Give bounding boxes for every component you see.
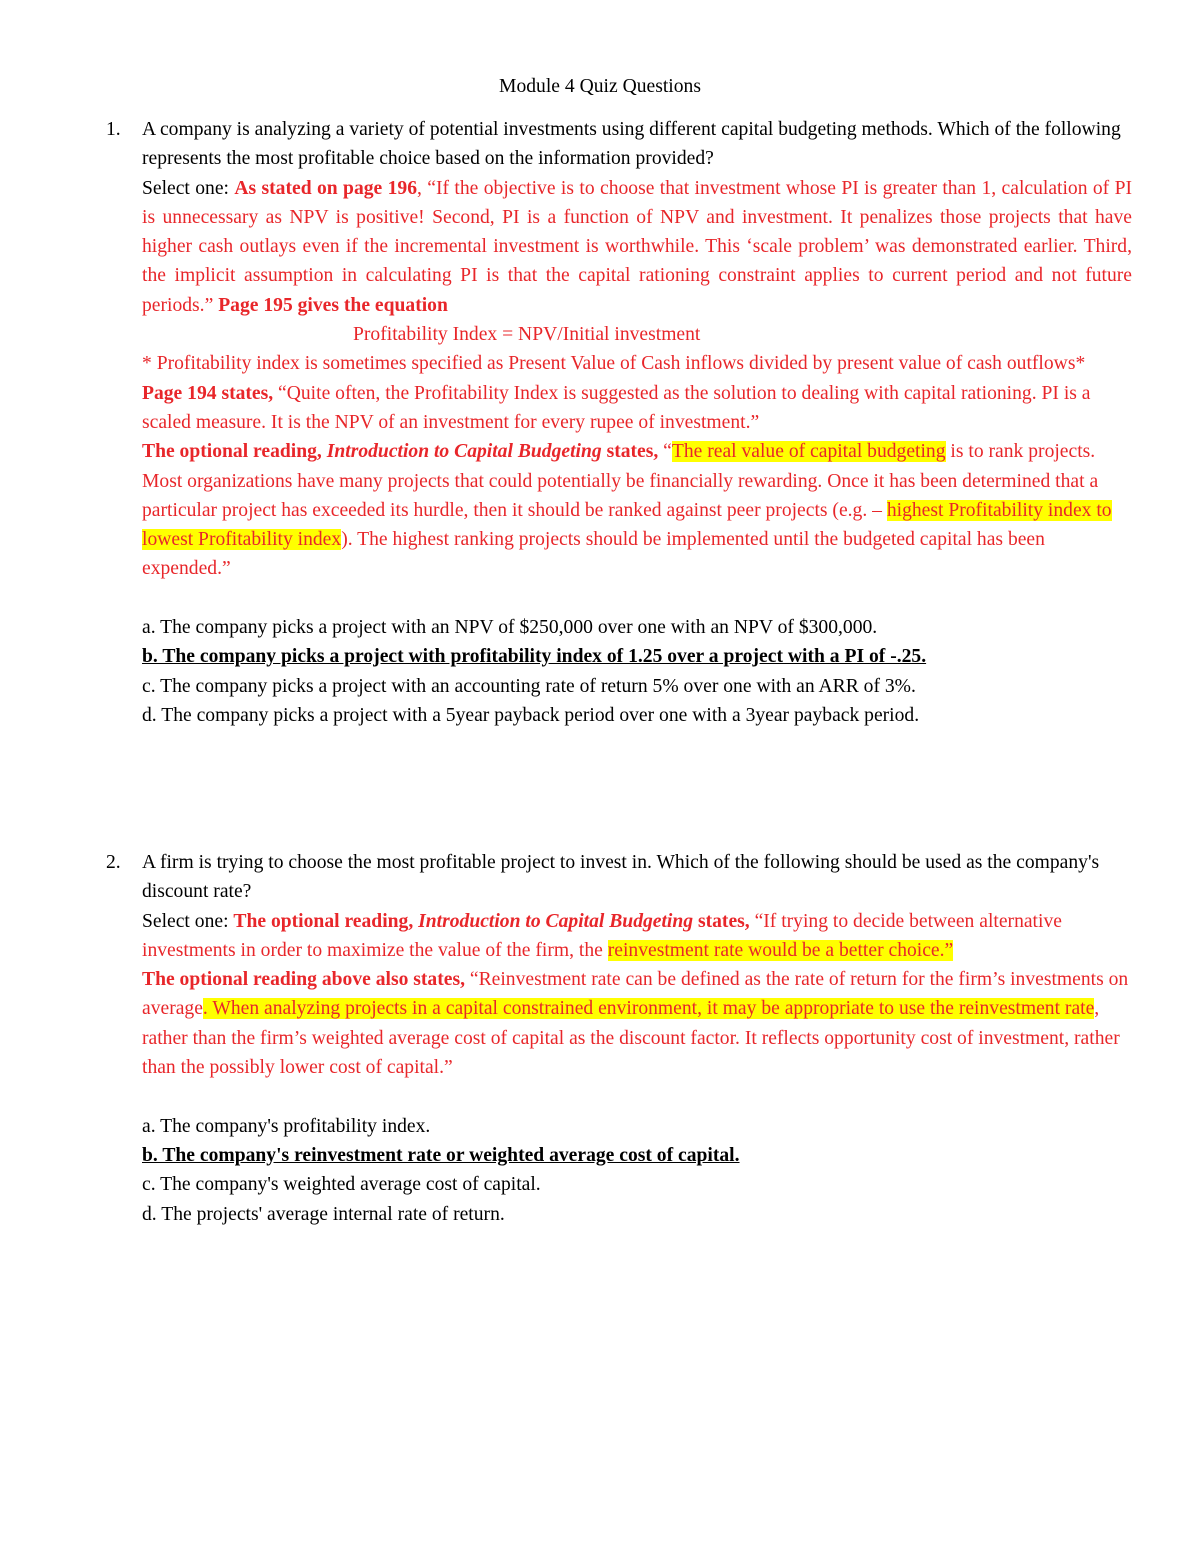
quote-text: is to rank projects. Most organizations have many projects that could potentially be financially rewarding. Once it has been determined that a particular project has exceeded its hurdle, then it should be ranked against peer projects (e.g. – <box>142 441 1099 521</box>
quote-text: “Quite often, the Profitability Index is suggested as the solution to dealing with capital rationing. PI is a scaled measure. It is the NPV of an investment for every rupee of investment.” <box>142 382 1091 433</box>
reading-reference: states, <box>693 910 750 932</box>
explanation-text <box>142 911 1062 961</box>
page-reference: Page 195 gives the equation <box>218 294 448 316</box>
answer-option-c: c. The company's weighted average cost of capital. <box>142 1174 541 1196</box>
explanation-block <box>142 379 1132 438</box>
explanation-text <box>142 178 1132 316</box>
highlighted-text: highest Profitability index to lowest Profitability index <box>142 499 1112 551</box>
blank-line <box>142 1082 1132 1111</box>
reading-title: Introduction to Capital Budgeting <box>326 441 602 463</box>
highlighted-text: . When analyzing projects in a capital constrained environment, it may be appropriate to use the reinvestment rate <box>202 998 1095 1020</box>
highlighted-text: reinvestment rate would be a better choice.” <box>607 939 954 961</box>
page-reference: Page 194 states, <box>142 382 274 404</box>
quote-text: “Reinvestment rate can be defined as the rate of return for the firm’s investments on average <box>142 969 1129 1020</box>
explanation-block <box>142 965 1132 1082</box>
answer-option-d: d. The company picks a project with a 5year payback period over one with a 3year payback period. <box>142 704 920 726</box>
reading-title: Introduction to Capital Budgeting <box>418 910 694 932</box>
answer-option-c: c. The company picks a project with an accounting rate of return 5% over one with an ARR of 3%. <box>142 675 916 697</box>
quote-text: , rather than the firm’s weighted average cost of capital as the discount factor. It reflects opportunity cost of investment, rather than the possibly lower cost of capital.” <box>142 998 1120 1079</box>
note-text: * Profitability index is sometimes specified as Present Value of Cash inflows divided by present value of cash outflows* <box>142 353 1086 375</box>
question-number: 2. <box>106 852 121 873</box>
quote-text: “If trying to decide between alternative investments in order to maximize the value of the firm, the <box>142 910 1062 961</box>
answer-option-b-correct: b. The company picks a project with profitability index of 1.25 over a project with a PI of -.25. <box>142 646 927 668</box>
answer-option-d: d. The projects' average internal rate of return. <box>142 1203 505 1225</box>
formula-line: Profitability Index = NPV/Initial investment <box>353 324 701 346</box>
reading-reference: states, <box>601 441 659 463</box>
blank-line <box>142 584 1132 613</box>
explanation-block <box>142 174 1132 320</box>
answer-option-a: a. The company picks a project with an NPV of $250,000 over one with an NPV of $300,000. <box>142 617 878 639</box>
page-title: Module 4 Quiz Questions <box>499 76 701 97</box>
quote-text: , “If the objective is to choose that investment whose PI is greater than 1, calculation of PI is unnecessary as NPV is positive! Second, PI is a function of NPV and investment. It penalizes those projects that have higher cash outlays even if the incremental investment is worthwhile. This ‘scale problem’ was demonstrated earlier. Third, the implicit assumption in calculating PI is that the capital rationing constraint applies to current period and not future periods.” <box>142 177 1133 316</box>
explanation-block <box>142 907 1132 966</box>
explanation-block <box>142 437 1132 583</box>
quote-text: “ <box>658 441 672 463</box>
quote-text: ). The highest ranking projects should be implemented until the budgeted capital has been expended.” <box>142 529 1045 580</box>
page-reference: As stated on page 196 <box>234 177 418 199</box>
select-label: Select one: <box>142 177 235 199</box>
answer-option-a: a. The company's profitability index. <box>142 1115 431 1137</box>
question-number: 1. <box>106 119 121 140</box>
highlighted-text: The real value of capital budgeting <box>671 441 946 463</box>
answer-option-b-correct: b. The company's reinvestment rate or weighted average cost of capital. <box>142 1144 740 1166</box>
question-prompt: A firm is trying to choose the most profitable project to invest in. Which of the following should be used as the company's discount rate? <box>142 852 1100 903</box>
question-prompt: A company is analyzing a variety of potential investments using different capital budgeting methods. Which of the following represents the most profitable choice based on the information provided? <box>142 119 1121 170</box>
question-2 <box>106 848 1132 1229</box>
question-1 <box>106 115 1133 730</box>
select-label: Select one: <box>142 910 234 932</box>
reading-reference: The optional reading above also states, <box>142 969 465 991</box>
reading-reference: The optional reading, <box>233 910 419 932</box>
reading-reference: The optional reading, <box>142 441 327 463</box>
